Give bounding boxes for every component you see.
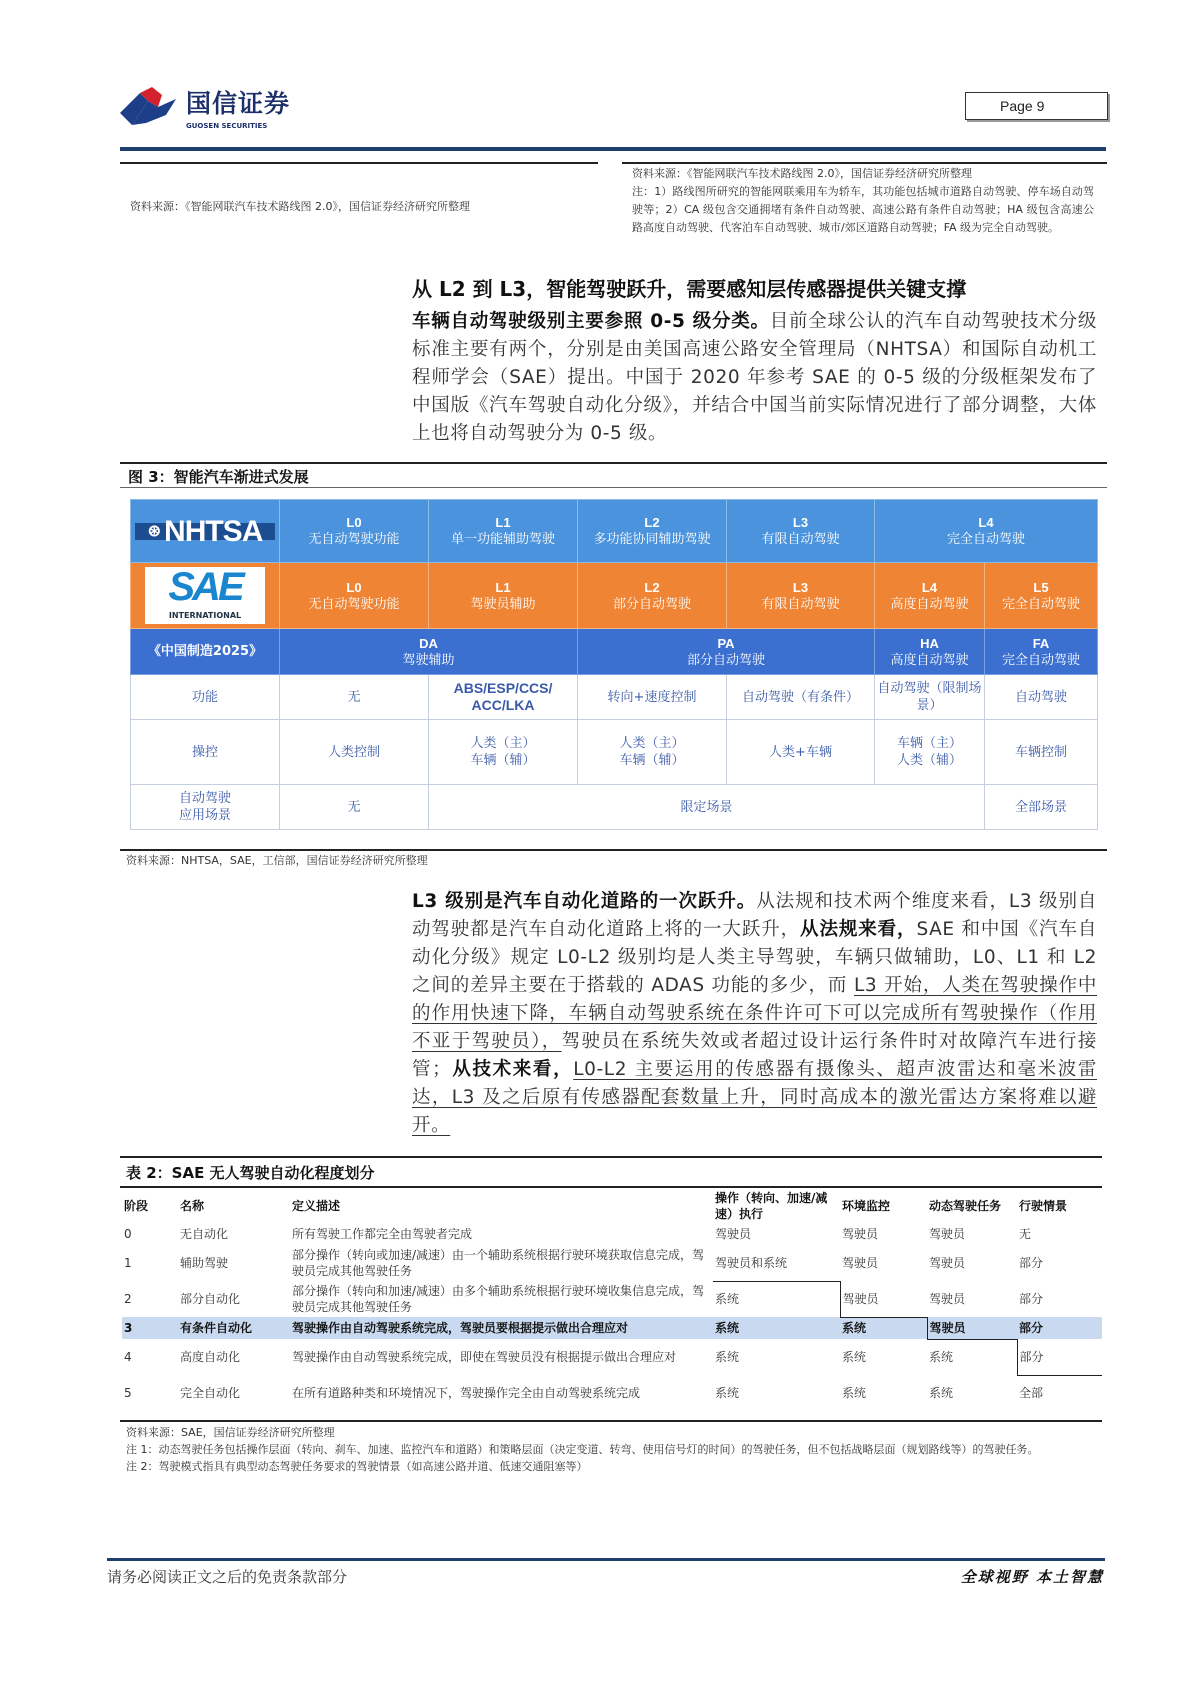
china-row [131, 629, 1098, 675]
cell: 部分操作（转向和加速/减速）由多个辅助系统根据行驶环境收集信息完成，驾驶员完成其他驾驶任务 [292, 1284, 705, 1314]
level-code: L3 [792, 579, 809, 595]
china-fa [985, 629, 1098, 675]
cell: 自动驾驶 [985, 675, 1098, 720]
table-header [122, 1189, 1102, 1223]
cell: 系统 [715, 1350, 740, 1364]
level-code: L4 [921, 579, 938, 595]
col-header: 行驶情景 [1019, 1199, 1068, 1213]
cell: 驾驶员 [842, 1291, 879, 1306]
level-code: L4 [978, 515, 994, 530]
cell: 无 [280, 675, 429, 720]
level-code: L1 [495, 579, 511, 595]
level-code: L2 [644, 515, 660, 530]
cell: 部分 [1017, 1317, 1102, 1339]
china-da [280, 629, 578, 675]
col-header: 定义描述 [292, 1199, 341, 1213]
level-code: PA [717, 635, 735, 651]
cell: 人类+车辆 [727, 720, 875, 785]
china-ha [875, 629, 985, 675]
cell: 无 [1019, 1227, 1032, 1241]
table-row [122, 1223, 1102, 1245]
table-title: 表 2：SAE 无人驾驶自动化程度划分 [126, 1164, 375, 1182]
control-row [131, 720, 1098, 785]
cell: 驾驶员和系统 [715, 1255, 788, 1270]
cell: 限定场景 [429, 785, 985, 830]
cell: 人类（主） 车辆（辅） [578, 720, 727, 785]
cell: 系统 [842, 1386, 867, 1400]
sae-l4 [875, 563, 985, 629]
level-name: 驾驶辅助 [402, 652, 455, 668]
sae-l2 [578, 563, 727, 629]
prev-source-right [632, 165, 1094, 237]
level-code: L3 [792, 515, 809, 530]
level-name: 无自动驾驶功能 [308, 532, 400, 547]
cell: 全部场景 [985, 785, 1098, 830]
table-row [122, 1245, 1102, 1281]
level-name: 单一功能辅助驾驶 [450, 532, 555, 547]
level-name: 有限自动驾驶 [761, 532, 840, 547]
nhtsa-row [131, 500, 1098, 563]
cell: 系统 [715, 1386, 740, 1400]
para1-bold-lead: 车辆自动驾驶级别主要参照 0-5 级分类。 [412, 311, 770, 332]
level-code: L0 [346, 579, 362, 595]
footer-disclaimer: 请务必阅读正文之后的免责条款部分 [107, 1568, 348, 1586]
figure-source: 资料来源：NHTSA，SAE，工信部，国信证券经济研究所整理 [126, 854, 428, 867]
cell: 4 [124, 1350, 132, 1364]
paragraph-2 [412, 888, 1097, 1140]
cell: 部分自动化 [180, 1292, 241, 1306]
cell: 在所有道路种类和环境情况下，驾驶操作完全由自动驾驶系统完成 [292, 1386, 641, 1400]
cell: 部分 [1019, 1256, 1044, 1270]
level-name: 部分自动驾驶 [612, 596, 691, 612]
cell: 系统 [713, 1317, 840, 1339]
paragraph-1 [412, 308, 1097, 448]
level-code: HA [920, 635, 939, 651]
para2-bold: 从技术来看， [451, 1059, 574, 1080]
cell: 自动驾驶（有条件） [727, 675, 875, 720]
para2-text: 驾驶员在系统失效或者超过设计运行条件时对故障汽车进行接管； [412, 1031, 1097, 1080]
sae-logo-cell [131, 563, 280, 629]
sae-logo [145, 567, 265, 624]
prev-source-left: 资料来源：《智能网联汽车技术路线图 2.0》，国信证券经济研究所整理 [130, 200, 470, 213]
nhtsa-l3 [727, 500, 875, 563]
col-header: 名称 [180, 1199, 205, 1213]
cell: 0 [124, 1227, 132, 1241]
nhtsa-logo-text: NHTSA [164, 514, 263, 548]
cell: 部分 [1019, 1292, 1044, 1306]
cell: 驾驶员 [929, 1256, 966, 1270]
nhtsa-l0 [280, 500, 429, 563]
company-logo [118, 84, 290, 130]
cell: 驾驶操作由自动驾驶系统完成，即使在驾驶员没有根据提示做出合理应对 [292, 1350, 677, 1364]
level-name: 高度自动驾驶 [890, 652, 969, 668]
divider [622, 162, 1107, 164]
nhtsa-logo-cell [131, 500, 280, 563]
guosen-logo-icon [118, 85, 182, 129]
sae-l0 [280, 563, 429, 629]
cell: 驾驶员 [927, 1317, 1017, 1339]
row-label: 自动驾驶 应用场景 [131, 785, 280, 830]
cell: 无自动化 [180, 1227, 229, 1241]
china-pa [578, 629, 875, 675]
table-notes [126, 1424, 1098, 1475]
divider [120, 487, 1107, 488]
cell: 辅助驾驶 [180, 1256, 229, 1270]
para1-text: 目前全球公认的汽车自动驾驶技术分级标准主要有两个，分别是由美国高速公路安全管理局（NHTSA）和国际自动机工程师学会（SAE）提出。中国于 2020 年参考 SAE 的 0-5 级的分级框架发布了中国版《汽车驾驶自动化分级》，并结合中国当前实际情况进行了部分调整，大体上也将自动驾驶分为 0-5 级。 [412, 311, 1098, 444]
figure-3-autonomy-levels-table [130, 499, 1098, 830]
function-row [131, 675, 1098, 720]
table-row-highlighted [122, 1317, 1102, 1339]
cell: 自动驾驶（限制场景） [875, 675, 985, 720]
divider [120, 1186, 1102, 1188]
cell: 全部 [1019, 1386, 1044, 1401]
sae-levels-table [122, 1189, 1102, 1411]
cell: 系统 [929, 1386, 954, 1400]
para2-bold: L3 级别是汽车自动化道路的一次跃升。 [412, 891, 757, 912]
cell: 2 [124, 1292, 132, 1306]
level-code: L5 [1033, 579, 1049, 595]
cell: 有条件自动化 [178, 1317, 290, 1339]
level-name: 部分自动驾驶 [686, 652, 765, 668]
cell: 部分操作（转向或加速/减速）由一个辅助系统根据行驶环境获取信息完成，驾驶员完成其他驾驶任务 [292, 1248, 705, 1278]
cell: 驾驶员 [929, 1227, 966, 1241]
section-heading: 从 L2 到 L3，智能驾驶跃升，需要感知层传感器提供关键支撑 [412, 277, 967, 301]
cell: 驾驶员 [842, 1256, 879, 1270]
cell: 驾驶员 [929, 1292, 966, 1306]
table-row [122, 1281, 1102, 1317]
scenario-row [131, 785, 1098, 830]
row-label: 操控 [131, 720, 280, 785]
sae-row [131, 563, 1098, 629]
cell: 人类（主） 车辆（辅） [429, 720, 578, 785]
nhtsa-l1 [429, 500, 578, 563]
footer-rule [107, 1558, 1105, 1561]
figure-title: 图 3：智能汽车渐进式发展 [128, 468, 309, 486]
prev-source-note: 注：1）路线图所研究的智能网联乘用车为轿车，其功能包括城市道路自动驾驶、停车场自动驾驶等；2）CA 级包含交通拥堵有条件自动驾驶、高速公路有条件自动驾驶；HA 级包含高速公路高度自动驾驶、代客泊车自动驾驶、城市/郊区道路自动驾驶；FA 级为完全自动驾驶。 [632, 185, 1094, 234]
para2-bold: 从法规来看， [800, 919, 917, 940]
cell: 部分 [1017, 1339, 1102, 1375]
level-code: L1 [495, 515, 511, 530]
level-name: 完全自动驾驶 [1002, 652, 1081, 668]
sae-logo-subtext: INTERNATIONAL [168, 611, 242, 620]
cell: 系统 [840, 1317, 927, 1339]
row-label: 功能 [131, 675, 280, 720]
col-header: 环境监控 [842, 1199, 891, 1213]
cell: 3 [122, 1317, 178, 1339]
cell: 车辆控制 [985, 720, 1098, 785]
cell: 系统 [842, 1350, 867, 1364]
cell: 人类控制 [280, 720, 429, 785]
dot-emblem-icon: ⊛ [147, 522, 161, 540]
level-name: 有限自动驾驶 [761, 596, 840, 612]
level-name: 驾驶员辅助 [470, 596, 536, 612]
header-rule [120, 147, 1106, 151]
divider [120, 849, 1107, 851]
level-code: L2 [644, 579, 660, 595]
prev-source-line: 资料来源：《智能网联汽车技术路线图 2.0》，国信证券经济研究所整理 [632, 167, 972, 180]
cell: 1 [124, 1256, 132, 1270]
cell: 车辆（主） 人类（辅） [875, 720, 985, 785]
footer-slogan: 全球视野 本土智慧 [960, 1568, 1104, 1586]
sae-l3 [727, 563, 875, 629]
sae-l5 [985, 563, 1098, 629]
cell: ABS/ESP/CCS/ ACC/LKA [429, 675, 578, 720]
divider [120, 1156, 1102, 1158]
level-code: DA [419, 635, 438, 651]
table-source: 资料来源：SAE，国信证券经济研究所整理 [126, 1426, 335, 1439]
cell: 高度自动化 [180, 1350, 241, 1364]
nhtsa-l4 [875, 500, 1098, 563]
para2-underlined: L3 开始，人类在驾驶操作中的作用快速下降，车辆自动驾驶系统在条件许可下可以完成所有驾驶操作（作用不亚于驾驶员）， [412, 975, 1097, 1052]
table-row [122, 1375, 1102, 1411]
divider [120, 162, 598, 164]
cell: 系统 [713, 1281, 840, 1317]
cell: 所有驾驶工作都完全由驾驶者完成 [292, 1227, 473, 1241]
level-name: 多功能协同辅助驾驶 [593, 532, 711, 547]
divider [120, 1420, 1102, 1422]
col-header: 动态驾驶任务 [929, 1199, 1002, 1213]
sae-l1 [429, 563, 578, 629]
cell: 转向+速度控制 [578, 675, 727, 720]
table-note-2: 注 2：驾驶模式指具有典型动态驾驶任务要求的驾驶情景（如高速公路并道、低速交通阻塞等） [126, 1460, 588, 1473]
cell: 5 [124, 1386, 132, 1400]
cell: 驾驶操作由自动驾驶系统完成，驾驶员要根据提示做出合理应对 [290, 1317, 713, 1339]
para2-text: SAE 和中国《汽车自动化分级》规定 L0-L2 级别均是人类主导驾驶，车辆只做辅助，L0、L1 和 L2 之间的差异主要在于搭载的 ADAS 功能的多少，而 [412, 919, 1097, 996]
sae-logo-text: SAE [168, 565, 242, 609]
cell: 驾驶员 [715, 1227, 752, 1241]
divider [120, 462, 1107, 464]
level-code: L0 [346, 515, 362, 530]
nhtsa-l2 [578, 500, 727, 563]
level-name: 完全自动驾驶 [1002, 596, 1081, 612]
table-note-1: 注 1：动态驾驶任务包括操作层面（转向、刹车、加速、监控汽车和道路）和策略层面（决定变道、转弯、使用信号灯的时间）的驾驶任务，但不包括战略层面（规划路线等）的驾驶任务。 [126, 1443, 1039, 1456]
cell: 系统 [929, 1350, 954, 1365]
table-row [122, 1339, 1102, 1375]
para2-underlined: L0-L2 主要运用的传感器有摄像头、超声波雷达和毫米波雷达，L3 及之后原有传感器配套数量上升，同时高成本的激光雷达方案将难以避开。 [412, 1059, 1098, 1136]
level-code: FA [1032, 635, 1050, 651]
col-header: 阶段 [124, 1199, 149, 1213]
para2-text: 从法规和技术两个维度来看，L3 级别自动驾驶都是汽车自动化道路上将的一大跃升， [412, 891, 1097, 940]
logo-en-text: GUOSEN SECURITIES [186, 122, 268, 130]
logo-cn-text: 国信证券 [186, 89, 291, 118]
china-label: 《中国制造2025》 [131, 629, 280, 675]
level-name: 高度自动驾驶 [890, 596, 969, 612]
nhtsa-logo [135, 514, 275, 548]
level-name: 完全自动驾驶 [947, 532, 1026, 547]
cell: 驾驶员 [842, 1227, 879, 1241]
cell: 无 [280, 785, 429, 830]
col-header: 操作（转向、加速/减速）执行 [715, 1191, 828, 1221]
cell: 完全自动化 [180, 1386, 241, 1400]
page-number-box: Page 9 [965, 92, 1108, 120]
level-name: 无自动驾驶功能 [308, 596, 400, 612]
